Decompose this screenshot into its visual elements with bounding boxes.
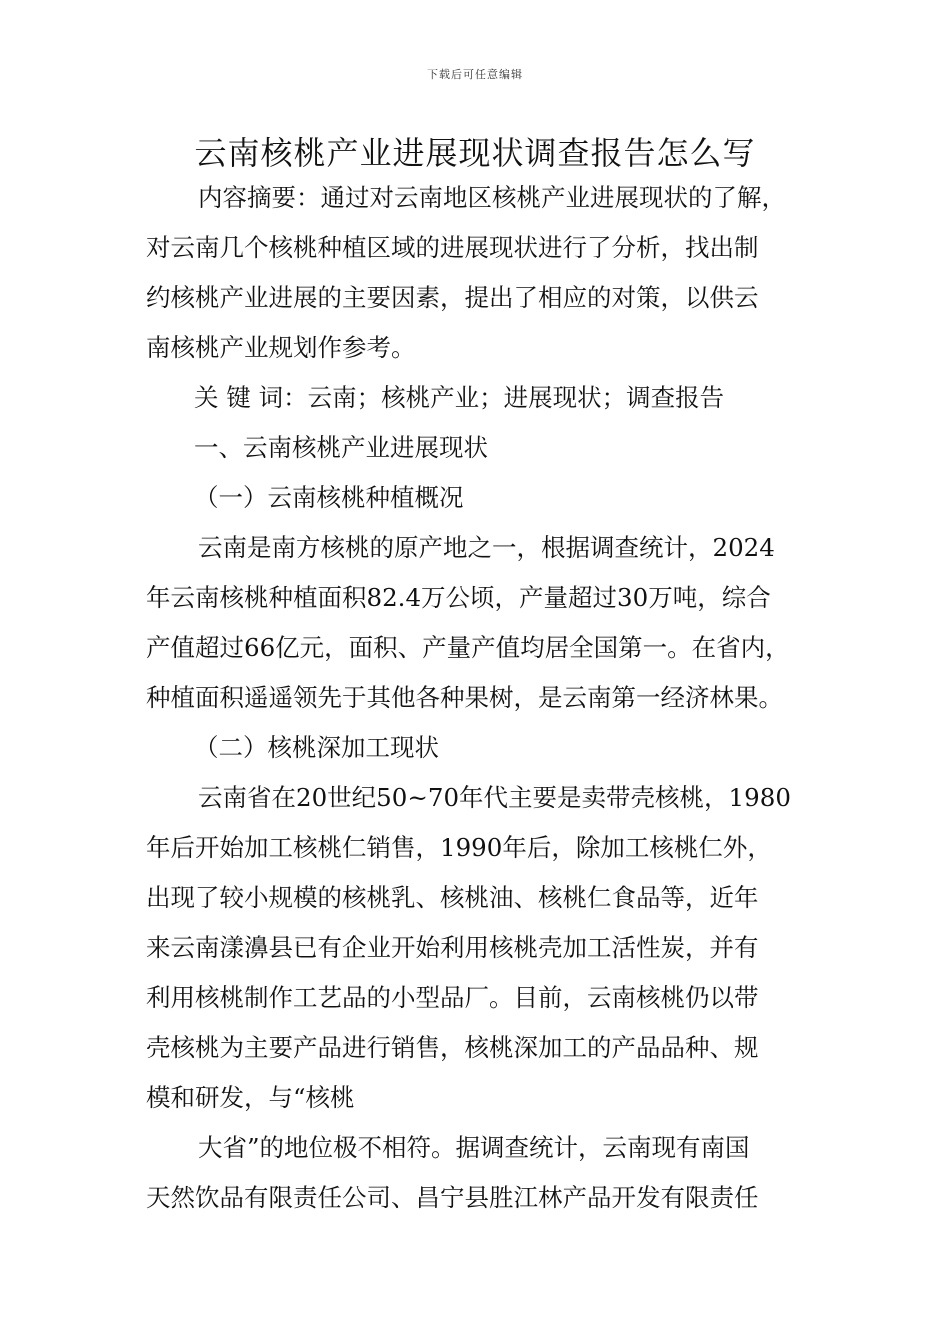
abstract-line-2: 对云南几个核桃种植区域的进展现状进行了分析，找出制 [146, 233, 759, 262]
paragraph-3-line-1: 大省”的地位极不相符。据调查统计，云南现有南国 [198, 1133, 750, 1162]
abstract-line-3: 约核桃产业进展的主要因素，提出了相应的对策，以供云 [146, 283, 759, 312]
abstract-line-4: 南核桃产业规划作参考。 [146, 333, 416, 362]
paragraph-2-line-6: 壳核桃为主要产品进行销售，核桃深加工的产品品种、规 [146, 1033, 759, 1062]
paragraph-1-line-4: 种植面积遥遥领先于其他各种果树，是云南第一经济林果。 [146, 683, 783, 712]
header-note: 下载后可任意编辑 [427, 68, 523, 81]
paragraph-2-line-2: 年后开始加工核桃仁销售，1990年后，除加工核桃仁外， [146, 833, 772, 862]
abstract-line-1: 内容摘要：通过对云南地区核桃产业进展现状的了解， [198, 183, 786, 212]
paragraph-1-line-1: 云南是南方核桃的原产地之一，根据调查统计，2024 [198, 533, 775, 562]
section-heading-1: 一、云南核桃产业进展现状 [194, 433, 488, 462]
subsection-heading-2: （二）核桃深加工现状 [194, 733, 439, 762]
paragraph-3-line-2: 天然饮品有限责任公司、昌宁县胜江林产品开发有限责任 [146, 1183, 759, 1212]
subsection-heading-1: （一）云南核桃种植概况 [194, 483, 464, 512]
paragraph-1-line-2: 年云南核桃种植面积82.4万公顷，产量超过30万吨，综合 [146, 583, 771, 612]
paragraph-1-line-3: 产值超过66亿元，面积、产量产值均居全国第一。在省内， [146, 633, 790, 662]
keywords-line: 关 键 词：云南；核桃产业；进展现状；调查报告 [194, 383, 725, 412]
document-body [146, 173, 836, 1223]
paragraph-2-line-4: 来云南漾濞县已有企业开始利用核桃壳加工活性炭，并有 [146, 933, 759, 962]
paragraph-2-line-1: 云南省在20世纪50~70年代主要是卖带壳核桃，1980 [198, 783, 791, 812]
paragraph-2-line-3: 出现了较小规模的核桃乳、核桃油、核桃仁食品等，近年 [146, 883, 759, 912]
document-title: 云南核桃产业进展现状调查报告怎么写 [194, 134, 756, 172]
paragraph-2-line-5: 利用核桃制作工艺品的小型品厂。目前，云南核桃仍以带 [146, 983, 759, 1012]
paragraph-2-line-7: 模和研发，与“核桃 [146, 1083, 355, 1112]
